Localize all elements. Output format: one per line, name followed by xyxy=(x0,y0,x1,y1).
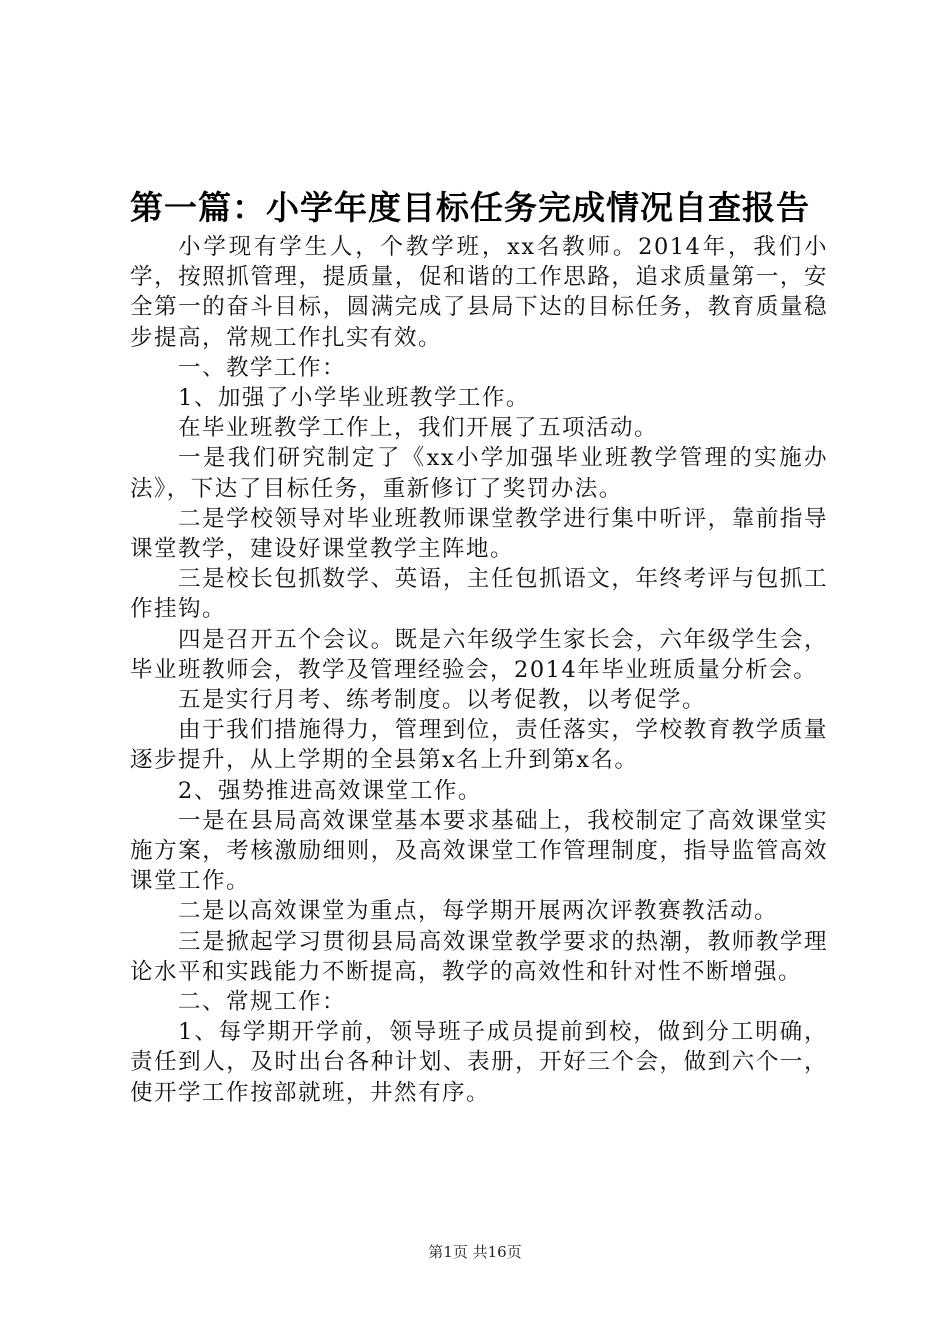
section-heading-teaching: 一、教学工作： xyxy=(178,354,347,381)
page-footer: 第1页 共16页 xyxy=(428,1243,522,1261)
paragraph-five-activities: 在毕业班教学工作上，我们开展了五项活动。 xyxy=(178,415,659,442)
section-heading-routine: 二、常规工作： xyxy=(178,989,347,1016)
subsection-heading-graduating-class: 1、加强了小学毕业班教学工作。 xyxy=(178,385,530,412)
paragraph-classroom-three: 三是掀起学习贯彻县局高效课堂教学要求的热潮，教师教学理论水平和实践能力不断提高，教学的高效性和针对性不断增强。 xyxy=(130,928,828,985)
paragraph-results: 由于我们措施得力，管理到位，责任落实，学校教育教学质量逐步提升，从上学期的全县第x名上升到第x名。 xyxy=(130,717,828,774)
paragraph-intro: 小学现有学生人，个教学班，xx名教师。2014年，我们小学，按照抓管理，提质量，促和谐的工作思路，追求质量第一，安全第一的奋斗目标，圆满完成了县局下达的目标任务，教育质量稳步提高，常规工作扎实有效。 xyxy=(130,234,828,351)
paragraph-activity-five: 五是实行月考、练考制度。以考促教，以考促学。 xyxy=(178,687,707,714)
paragraph-activity-three: 三是校长包抓数学、英语，主任包抓语文，年终考评与包抓工作挂钩。 xyxy=(130,566,828,623)
paragraph-activity-four: 四是召开五个会议。既是六年级学生家长会，六年级学生会，毕业班教师会，教学及管理经验会，2014年毕业班质量分析会。 xyxy=(130,626,828,683)
document-title: 第一篇：小学年度目标任务完成情况自查报告 xyxy=(130,188,810,227)
paragraph-classroom-two: 二是以高效课堂为重点，每学期开展两次评教赛教活动。 xyxy=(178,898,779,925)
paragraph-activity-two: 二是学校领导对毕业班教师课堂教学进行集中听评，靠前指导课堂教学，建设好课堂教学主阵地。 xyxy=(130,505,828,563)
document-body xyxy=(130,232,828,1108)
subsection-heading-efficient-classroom: 2、强势推进高效课堂工作。 xyxy=(178,777,482,804)
paragraph-classroom-one: 一是在县局高效课堂基本要求基础上，我校制定了高效课堂实施方案，考核激励细则，及高效课堂工作管理制度，指导监管高效课堂工作。 xyxy=(130,807,828,895)
paragraph-activity-one: 一是我们研究制定了《xx小学加强毕业班教学管理的实施办法》，下达了目标任务，重新修订了奖罚办法。 xyxy=(130,445,828,502)
paragraph-routine-one: 1、每学期开学前，领导班子成员提前到校，做到分工明确，责任到人，及时出台各种计划、表册，开好三个会，做到六个一，使开学工作按部就班，井然有序。 xyxy=(130,1019,828,1106)
